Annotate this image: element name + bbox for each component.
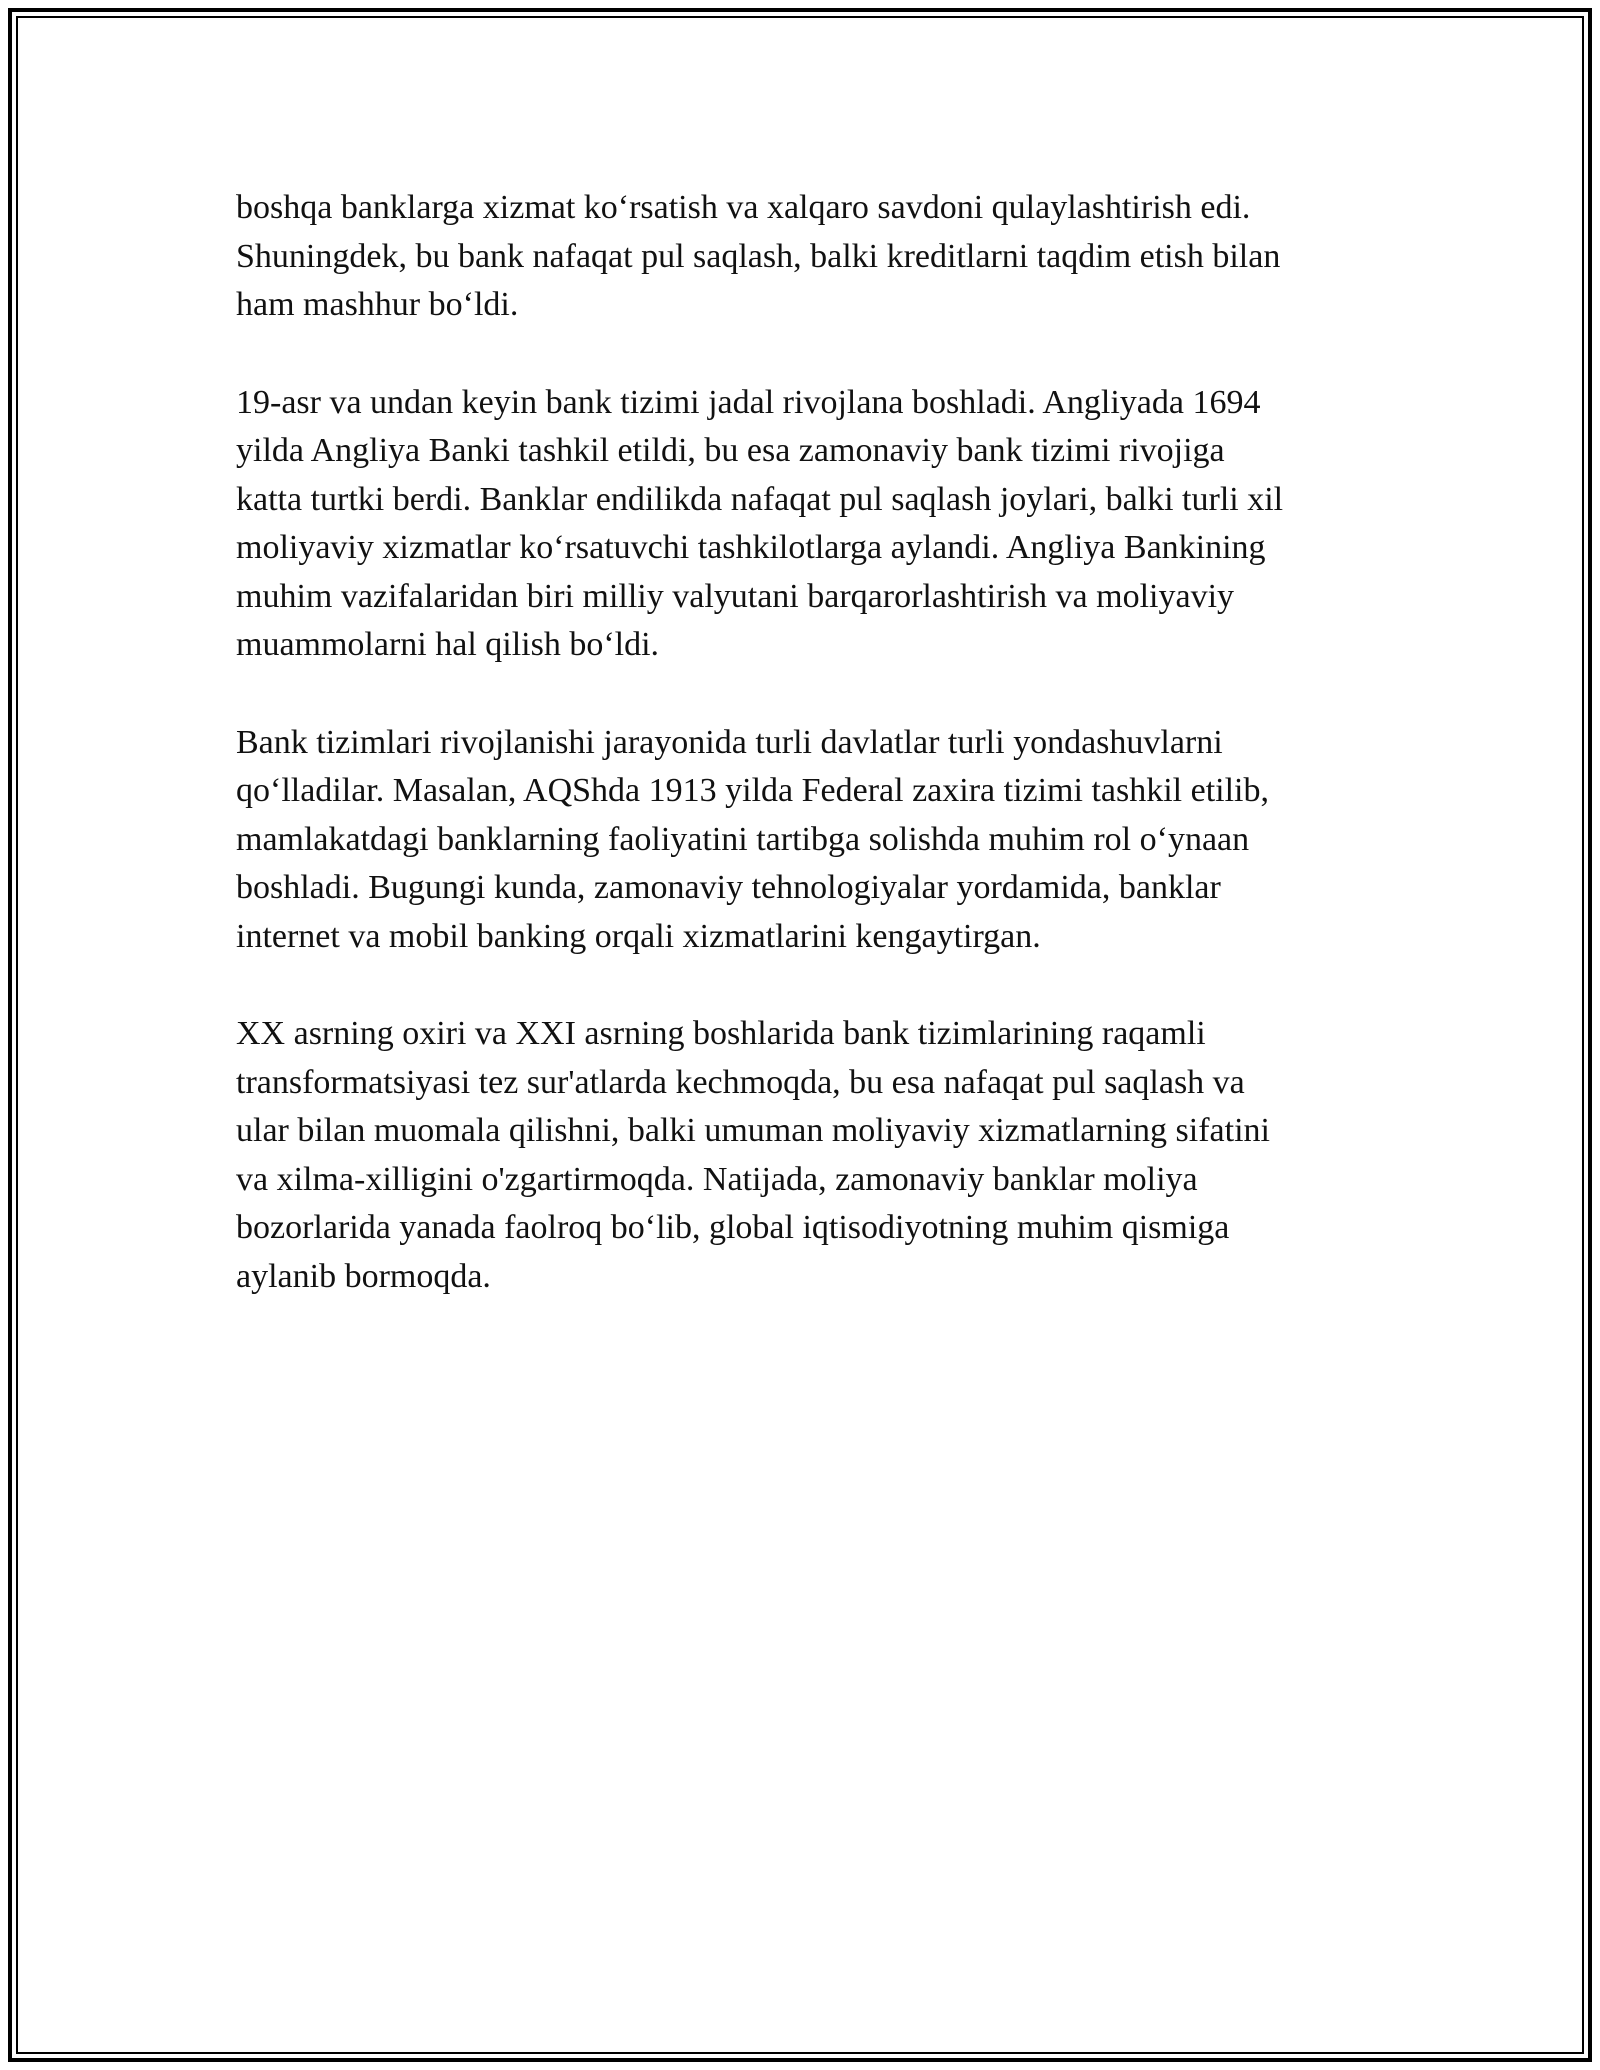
paragraph-2-line-1: 19-asr va undan keyin bank tizimi jadal rivojlana boshladi. Angliyada 1694 [236, 383, 1261, 421]
paragraph-2-line-2: yilda Angliya Banki tashkil etildi, bu esa zamonaviy bank tizimi rivojiga [236, 432, 1225, 469]
paragraph-2-line-5: muhim vazifalaridan biri milliy valyutani barqarorlashtirish va moliyaviy [236, 577, 1235, 615]
paragraph-3-line-2: qo‘lladilar. Masalan, AQShda 1913 yilda Federal zaxira tizimi tashkil etilib, [236, 772, 1269, 809]
paragraph-4-line-1: XX asrning oxiri va XXI asrning boshlarida bank tizimlarining raqamli [236, 1015, 1206, 1052]
paragraph-1-line-3: ham mashhur bo‘ldi. [236, 286, 519, 323]
paragraph-2 [236, 379, 1386, 670]
paragraph-3-line-1: Bank tizimlari rivojlanishi jarayonida turli davlatlar turli yondashuvlarni [236, 723, 1223, 761]
paragraph-1 [236, 184, 1386, 330]
paragraph-4-line-2: transformatsiyasi tez sur'atlarda kechmoqda, bu esa nafaqat pul saqlash va [236, 1063, 1245, 1101]
paragraph-3 [236, 719, 1386, 962]
paragraph-3-line-5: internet va mobil banking orqali xizmatlarini kengaytirgan. [236, 917, 1041, 955]
paragraph-2-line-3: katta turtki berdi. Banklar endilikda nafaqat pul saqlash joylari, balki turli xil [236, 480, 1284, 518]
paragraph-1-line-2: Shuningdek, bu bank nafaqat pul saqlash, balki kreditlarni taqdim etish bilan [236, 237, 1281, 275]
paragraph-3-line-4: boshladi. Bugungi kunda, zamonaviy tehnologiyalar yordamida, banklar [236, 869, 1221, 906]
paragraph-4-line-6: aylanib bormoqda. [236, 1257, 491, 1295]
paragraph-4-line-5: bozorlarida yanada faolroq bo‘lib, global iqtisodiyotning muhim qismiga [236, 1209, 1230, 1246]
paragraph-4-line-4: va xilma-xilligini o'zgartirmoqda. Natijada, zamonaviy banklar moliya [236, 1160, 1198, 1198]
paragraph-3-line-3: mamlakatdagi banklarning faoliyatini tartibga solishda muhim rol o‘ynaan [236, 820, 1250, 858]
paragraph-4-line-3: ular bilan muomala qilishni, balki umuman moliyaviy xizmatlarning sifatini [236, 1112, 1270, 1149]
document-body [236, 184, 1386, 1350]
paragraph-4 [236, 1010, 1386, 1301]
paragraph-1-line-1: boshqa banklarga xizmat ko‘rsatish va xalqaro savdoni qulaylashtirish edi. [236, 189, 1251, 226]
paragraph-2-line-4: moliyaviy xizmatlar ko‘rsatuvchi tashkilotlarga aylandi. Angliya Bankining [236, 529, 1266, 566]
paragraph-2-line-6: muammolarni hal qilish bo‘ldi. [236, 626, 660, 663]
